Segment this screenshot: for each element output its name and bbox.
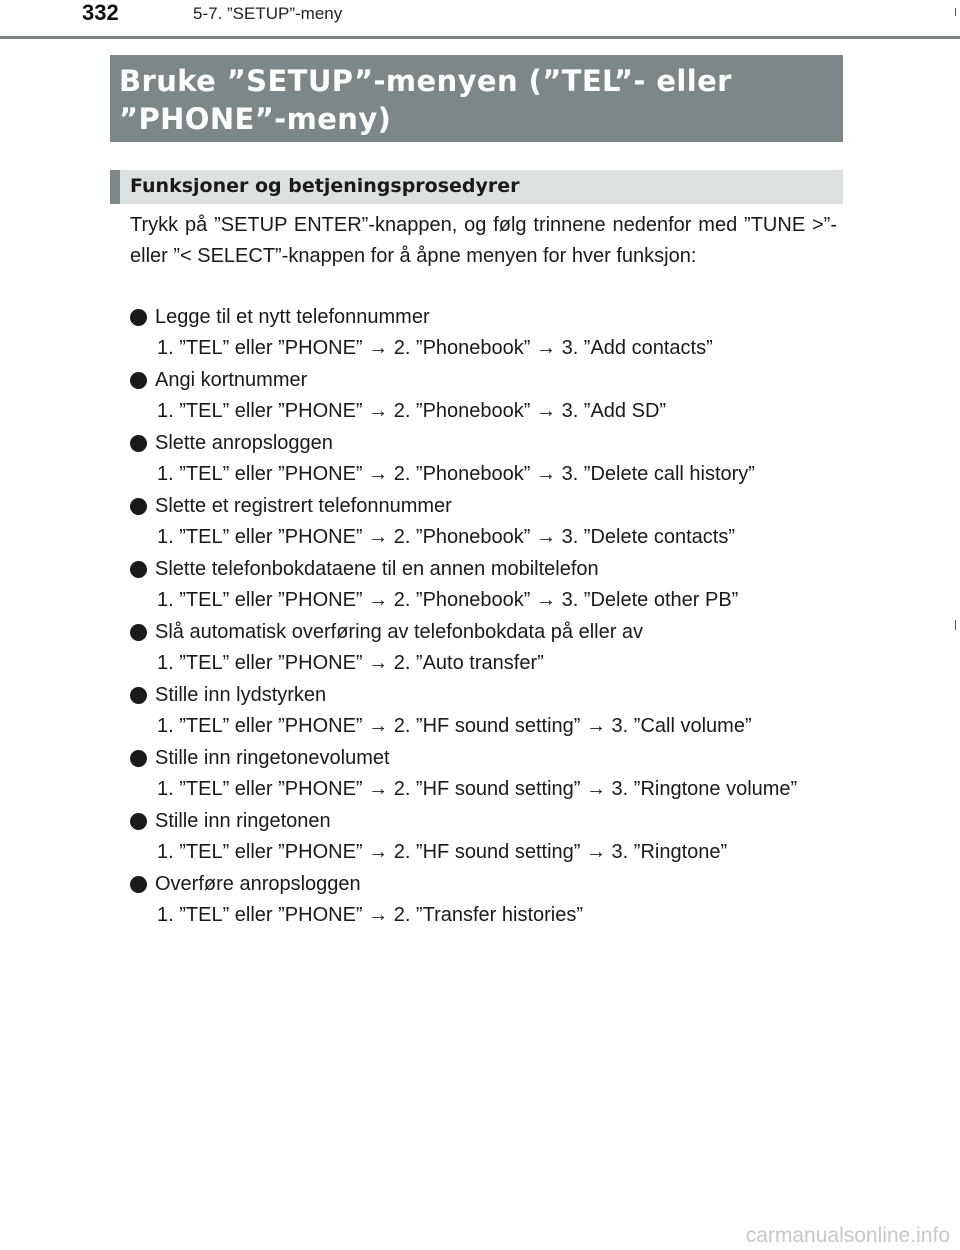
bullet-icon (130, 876, 147, 893)
bullet-icon (130, 750, 147, 767)
list-item-menu-path: 1. ”TEL” eller ”PHONE” → 2. ”HF sound setting” → 3. ”Call volume” (157, 715, 752, 737)
intro-paragraph: Trykk på ”SETUP ENTER”-knappen, og følg trinnene nedenfor med ”TUNE >”- eller ”< SELECT”-knappen for å åpne menyen for hver funksjon: (130, 214, 837, 267)
crop-mark (955, 620, 956, 630)
list-item-menu-path: 1. ”TEL” eller ”PHONE” → 2. ”HF sound setting” → 3. ”Ringtone” (157, 841, 728, 863)
list-item-menu-path: 1. ”TEL” eller ”PHONE” → 2. ”Phonebook” → 3. ”Delete other PB” (157, 589, 739, 611)
list-item (130, 302, 840, 364)
bullet-icon (130, 687, 147, 704)
list-item (130, 869, 840, 931)
list-item-title-text: Slå automatisk overføring av telefonbokdata på eller av (155, 621, 644, 643)
list-item-title (130, 806, 840, 837)
page-number: 332 (82, 0, 119, 25)
bullet-icon (130, 309, 147, 326)
list-item-title (130, 491, 840, 522)
list-item-menu-path: 1. ”TEL” eller ”PHONE” → 2. ”Phonebook” → 3. ”Add contacts” (157, 337, 713, 359)
list-item (130, 365, 840, 427)
header-rule (0, 36, 960, 39)
list-item-title (130, 743, 840, 774)
list-item-title (130, 302, 840, 333)
bullet-icon (130, 561, 147, 578)
list-item (130, 617, 840, 679)
list-item-menu-path: 1. ”TEL” eller ”PHONE” → 2. ”Auto transfer” (157, 652, 544, 674)
bullet-icon (130, 813, 147, 830)
list-item-title (130, 680, 840, 711)
list-item (130, 806, 840, 868)
list-item-title (130, 554, 840, 585)
list-item-menu-path: 1. ”TEL” eller ”PHONE” → 2. ”Phonebook” → 3. ”Add SD” (157, 400, 667, 422)
subheading: Funksjoner og betjeningsprosedyrer (130, 175, 520, 197)
list-item-title (130, 617, 840, 648)
section-reference: 5-7. ”SETUP”-meny (193, 4, 343, 23)
subheading-box (110, 170, 843, 204)
function-list (130, 302, 840, 932)
list-item-title-text: Overføre anropsloggen (155, 873, 361, 895)
list-item-menu-path: 1. ”TEL” eller ”PHONE” → 2. ”Phonebook” → 3. ”Delete call history” (157, 463, 755, 485)
list-item-title-text: Angi kortnummer (155, 369, 308, 391)
list-item (130, 554, 840, 616)
list-item (130, 680, 840, 742)
list-item-menu-path: 1. ”TEL” eller ”PHONE” → 2. ”Transfer histories” (157, 904, 584, 926)
bullet-icon (130, 498, 147, 515)
page-title: Bruke ”SETUP”-menyen (”TEL”- eller ”PHONE”-meny) (119, 64, 732, 136)
list-item-title (130, 428, 840, 459)
crop-mark (955, 8, 956, 16)
list-item-menu-path: 1. ”TEL” eller ”PHONE” → 2. ”HF sound setting” → 3. ”Ringtone volume” (157, 778, 798, 800)
list-item (130, 491, 840, 553)
list-item-title-text: Slette et registrert telefonnummer (155, 495, 452, 517)
list-item-title-text: Stille inn ringetonen (155, 810, 331, 832)
list-item (130, 428, 840, 490)
list-item-menu-path: 1. ”TEL” eller ”PHONE” → 2. ”Phonebook” → 3. ”Delete contacts” (157, 526, 735, 548)
list-item-title (130, 869, 840, 900)
list-item-title-text: Legge til et nytt telefonnummer (155, 306, 430, 328)
bullet-icon (130, 435, 147, 452)
list-item-title-text: Slette telefonbokdataene til en annen mobiltelefon (155, 558, 599, 580)
list-item (130, 743, 840, 805)
title-box (110, 55, 843, 142)
bullet-icon (130, 372, 147, 389)
bullet-icon (130, 624, 147, 641)
list-item-title-text: Slette anropsloggen (155, 432, 333, 454)
subheading-accent-bar (110, 170, 120, 204)
list-item-title (130, 365, 840, 396)
list-item-title-text: Stille inn lydstyrken (155, 684, 327, 706)
watermark: carmanualsonline.info (745, 1224, 950, 1247)
list-item-title-text: Stille inn ringetonevolumet (155, 747, 390, 769)
